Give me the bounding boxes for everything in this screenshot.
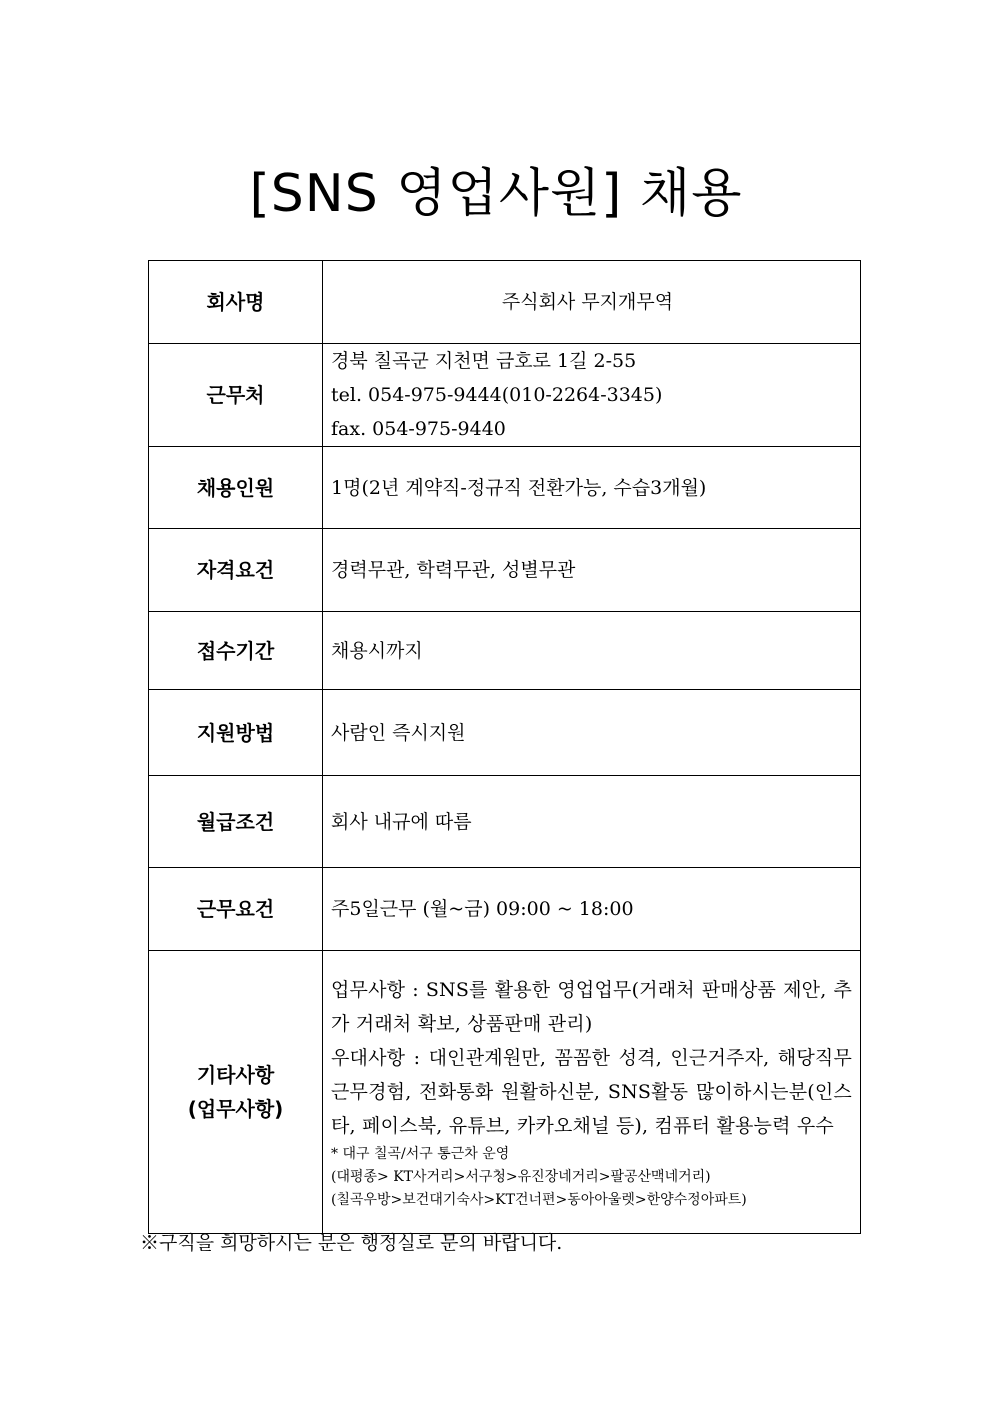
- workplace-fax: fax. 054-975-9440: [331, 418, 506, 440]
- label-headcount: 채용인원: [149, 447, 323, 529]
- label-company: 회사명: [149, 261, 323, 344]
- label-method: 지원방법: [149, 690, 323, 776]
- page-title: [SNS 영업사원] 채용: [249, 164, 743, 224]
- row-etc: [149, 951, 861, 1234]
- value-qualification: 경력무관, 학력무관, 성별무관: [323, 529, 861, 612]
- row-hours: [149, 868, 861, 951]
- etc-preferred: 우대사항 : 대인관계원만, 꼼꼼한 성격, 인근거주자, 해당직무 근무경험, 전화통화 원활하신분, SNS활동 많이하시는분(인스타, 페이스북, 유튜브, 카카오채널 등), 컴퓨터 활용능력 우수: [331, 1046, 852, 1137]
- label-qualification: 자격요건: [149, 529, 323, 612]
- etc-note-route2: (칠곡우방>보건대기숙사>KT건너편>동아아울렛>한양수정아파트): [331, 1191, 747, 1208]
- workplace-address: 경북 칠곡군 지천면 금호로 1길 2-55: [331, 350, 637, 372]
- value-headcount: 1명(2년 계약직-정규직 전환가능, 수습3개월): [323, 447, 861, 529]
- value-company: 주식회사 무지개무역: [323, 261, 861, 344]
- label-period: 접수기간: [149, 612, 323, 690]
- label-hours: 근무요건: [149, 868, 323, 951]
- workplace-tel: tel. 054-975-9444(010-2264-3345): [331, 384, 663, 406]
- label-salary: 월급조건: [149, 776, 323, 868]
- job-info-table: [148, 260, 861, 1234]
- etc-note-bus: * 대구 칠곡/서구 통근차 운영: [331, 1145, 510, 1162]
- value-period: 채용시까지: [323, 612, 861, 690]
- value-workplace: [323, 344, 861, 447]
- value-salary: 회사 내규에 따름: [323, 776, 861, 868]
- row-period: [149, 612, 861, 690]
- row-salary: [149, 776, 861, 868]
- row-qualification: [149, 529, 861, 612]
- row-company: [149, 261, 861, 344]
- label-etc-line2: (업무사항): [187, 1097, 284, 1121]
- row-workplace: [149, 344, 861, 447]
- etc-note-route1: (대평종> KT사거리>서구청>유진장네거리>팔공산맥네거리): [331, 1168, 711, 1185]
- value-etc: [323, 951, 861, 1234]
- footer-note: ※구직을 희망하시는 분은 행정실로 문의 바랍니다.: [140, 1232, 563, 1254]
- row-headcount: [149, 447, 861, 529]
- value-hours: 주5일근무 (월~금) 09:00 ~ 18:00: [323, 868, 861, 951]
- row-method: [149, 690, 861, 776]
- label-workplace: 근무처: [149, 344, 323, 447]
- etc-duties: 업무사항 : SNS를 활용한 영업업무(거래처 판매상품 제안, 추가 거래처 확보, 상품판매 관리): [331, 978, 852, 1035]
- label-etc-line1: 기타사항: [196, 1063, 275, 1087]
- value-method: 사람인 즉시지원: [323, 690, 861, 776]
- label-etc: [149, 951, 323, 1234]
